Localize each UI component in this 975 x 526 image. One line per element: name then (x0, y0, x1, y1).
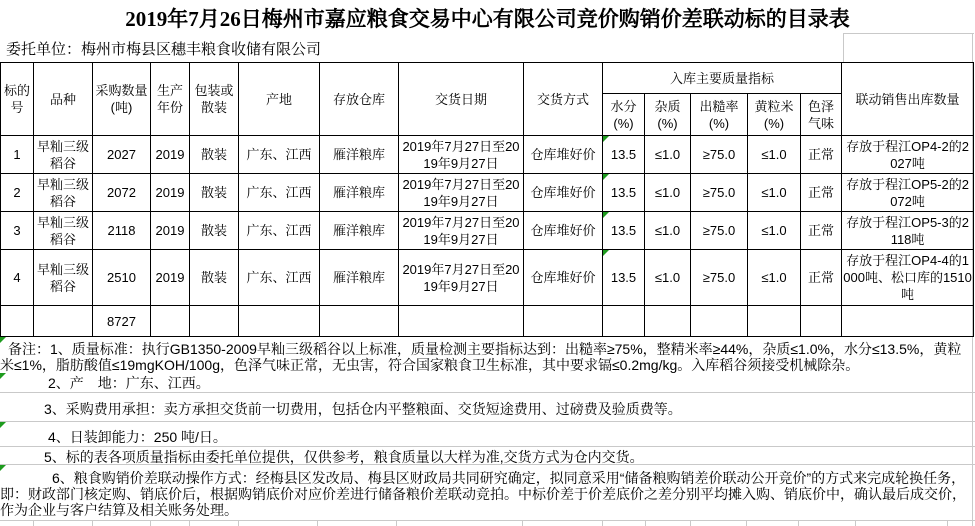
excel-error-marker-icon (603, 174, 609, 180)
excel-error-marker-icon (603, 136, 609, 142)
note-2 (0, 373, 975, 393)
gridline-tick (798, 521, 799, 526)
cell-year: 2019 (151, 136, 190, 174)
col-header-impurity: 杂质(%) (645, 94, 691, 136)
col-header-husked-rate: 出糙率(%) (691, 94, 748, 136)
cell-warehouse: 雁洋粮库 (320, 174, 399, 212)
cell-color-odor: 正常 (801, 250, 842, 306)
cell-packing: 散装 (190, 212, 239, 250)
cell-qty: 2118 (93, 212, 151, 250)
note-text: 4、日装卸能力：250 吨/日。 (48, 429, 227, 445)
cell-origin: 广东、江西 (239, 212, 320, 250)
cell-year: 2019 (151, 174, 190, 212)
cell-moisture (603, 174, 645, 212)
cell-impurity: ≤1.0 (645, 250, 691, 306)
cell-husked-rate: ≥75.0 (691, 136, 748, 174)
moisture-value: 13.5 (610, 270, 637, 285)
cell-delivery-date: 2019年7月27日至2019年9月27日 (399, 250, 524, 306)
cell-packing: 散装 (190, 250, 239, 306)
cell-variety: 早籼三级稻谷 (34, 136, 93, 174)
gridline-tick (317, 521, 318, 526)
cell-qty: 2072 (93, 174, 151, 212)
cell-year: 2019 (151, 212, 190, 250)
consignor-line: 委托单位：梅州市梅县区穗丰粮食收储有限公司 (6, 41, 322, 58)
moisture-value: 13.5 (610, 185, 637, 200)
note-3 (0, 393, 975, 422)
note-5 (0, 447, 975, 465)
gridline-tick (150, 521, 151, 526)
gridline-tick (602, 521, 603, 526)
note-1 (0, 337, 975, 373)
excel-error-marker-icon (0, 337, 6, 343)
cell-color-odor: 正常 (801, 212, 842, 250)
col-header-linked-sale-qty: 联动销售出库数量 (842, 63, 974, 136)
col-header-yellow-rice: 黄粒米(%) (748, 94, 801, 136)
cell-empty (190, 306, 239, 337)
col-header-color-odor: 色泽气味 (801, 94, 842, 136)
cell-empty (1, 306, 34, 337)
col-header-purchase-qty: 采购数量(吨) (93, 63, 151, 136)
note-6 (0, 465, 975, 521)
table-row (1, 174, 974, 212)
excel-error-marker-icon (603, 250, 609, 256)
cell-husked-rate: ≥75.0 (691, 174, 748, 212)
cell-empty (603, 306, 645, 337)
note-text: 3、采购费用承担：卖方承担交货前一切费用，包括仓内平整粮面、交货短途费用、过磅费及验质费等。 (44, 401, 682, 417)
cell-color-odor: 正常 (801, 174, 842, 212)
cell-bid-no: 3 (1, 212, 34, 250)
cell-qty: 2510 (93, 250, 151, 306)
excel-error-marker-icon (0, 422, 6, 428)
cell-linked-qty: 存放于程江OP4-2的2027吨 (842, 136, 974, 174)
cell-bid-no: 4 (1, 250, 34, 306)
cell-qty: 2027 (93, 136, 151, 174)
gridline-tick (947, 521, 948, 526)
cell-empty (320, 306, 399, 337)
moisture-value: 13.5 (610, 223, 637, 238)
col-group-quality-indicators: 入库主要质量指标 (603, 63, 842, 94)
cell-moisture (603, 250, 645, 306)
gridline (843, 33, 974, 34)
col-header-delivery-date: 交货日期 (399, 63, 524, 136)
gridline-tick (746, 521, 747, 526)
cell-variety: 早籼三级稻谷 (34, 250, 93, 306)
table-row (1, 212, 974, 250)
cell-husked-rate: ≥75.0 (691, 250, 748, 306)
cell-yellow-rice: ≤1.0 (748, 212, 801, 250)
gridline-tick (189, 521, 190, 526)
cell-origin: 广东、江西 (239, 136, 320, 174)
cell-yellow-rice: ≤1.0 (748, 174, 801, 212)
page-title: 2019年7月26日梅州市嘉应粮食交易中心有限公司竞价购销价差联动标的目录表 (125, 7, 850, 31)
gridline-tick (33, 521, 34, 526)
col-header-production-year: 生产年份 (151, 63, 190, 136)
cell-impurity: ≤1.0 (645, 174, 691, 212)
total-row (1, 306, 974, 337)
note-4 (0, 422, 975, 447)
cell-color-odor: 正常 (801, 136, 842, 174)
col-header-variety: 品种 (34, 63, 93, 136)
moisture-value: 13.5 (610, 147, 637, 162)
cell-empty (524, 306, 603, 337)
cell-warehouse: 雁洋粮库 (320, 250, 399, 306)
cell-empty (645, 306, 691, 337)
cell-warehouse: 雁洋粮库 (320, 136, 399, 174)
cell-empty (691, 306, 748, 337)
cell-delivery-method: 仓库堆好价 (524, 212, 603, 250)
cell-delivery-method: 仓库堆好价 (524, 136, 603, 174)
note-text: 2、产 地：广东、江西。 (48, 375, 210, 391)
note-text: 备注：1、质量标准：执行GB1350-2009早籼三级稻谷以上标准，质量检测主要指标达到：出糙率≥75%，整精米率≥44%，杂质≤1.0%，水分≤13.5%，黄粒米≤1%，脂肪酸值≤19mgKOH/100g，色泽气味正常，无虫害，符合国家粮食卫生标准，其中要求镉≤0.2mg/kg。入库稻谷须接受机械除杂。 (0, 341, 962, 373)
table-row (1, 250, 974, 306)
cell-impurity: ≤1.0 (645, 212, 691, 250)
cell-empty (239, 306, 320, 337)
gridline-tick (238, 521, 239, 526)
cell-moisture (603, 136, 645, 174)
col-header-moisture: 水分(%) (603, 94, 645, 136)
excel-error-marker-icon (603, 212, 609, 218)
cell-delivery-method: 仓库堆好价 (524, 174, 603, 212)
cell-delivery-date: 2019年7月27日至2019年9月27日 (399, 212, 524, 250)
gridline (843, 33, 844, 62)
note-text: 5、标的表各项质量指标由委托单位提供，仅供参考，粮食质量以大样为准,交货方式为仓内交货。 (44, 449, 644, 465)
excel-error-marker-icon (0, 465, 6, 471)
col-header-origin: 产地 (239, 63, 320, 136)
note-text: 6、粮食购销价差联动操作方式：经梅县区发改局、梅县区财政局共同研究确定，拟同意采用“储备粮购销差价联动公开竞价”的方式来完成轮换任务，即：财政部门核定购、销底价后，根据购销底价对应价差进行储备粮价差联动竞拍。中标价差于价差底价之差分别平均摊入购、销底价中，确认最后成交价，作为企业与客户结算及相关账务处理。 (0, 470, 966, 518)
cell-empty (801, 306, 842, 337)
bid-catalog-table (0, 62, 974, 337)
cell-origin: 广东、江西 (239, 250, 320, 306)
table-row (1, 136, 974, 174)
cell-empty (748, 306, 801, 337)
col-header-packing: 包装或散装 (190, 63, 239, 136)
gridline-tick (522, 521, 523, 526)
cell-variety: 早籼三级稻谷 (34, 212, 93, 250)
gridline-tick (690, 521, 691, 526)
cell-husked-rate: ≥75.0 (691, 212, 748, 250)
cell-linked-qty: 存放于程江OP5-3的2118吨 (842, 212, 974, 250)
cell-empty (399, 306, 524, 337)
col-header-bid-no: 标的号 (1, 63, 34, 136)
cell-delivery-method: 仓库堆好价 (524, 250, 603, 306)
cell-yellow-rice: ≤1.0 (748, 136, 801, 174)
cell-impurity: ≤1.0 (645, 136, 691, 174)
cell-variety: 早籼三级稻谷 (34, 174, 93, 212)
cell-bid-no: 1 (1, 136, 34, 174)
col-header-warehouse: 存放仓库 (320, 63, 399, 136)
gridline-tick (645, 521, 646, 526)
cell-origin: 广东、江西 (239, 174, 320, 212)
cell-packing: 散装 (190, 136, 239, 174)
cell-empty (34, 306, 93, 337)
notes-section (0, 337, 975, 521)
excel-error-marker-icon (0, 373, 6, 379)
gridline-tick (396, 521, 397, 526)
cell-empty (842, 306, 974, 337)
cell-empty (151, 306, 190, 337)
col-header-delivery-method: 交货方式 (524, 63, 603, 136)
cell-total-qty: 8727 (93, 306, 151, 337)
cell-moisture (603, 212, 645, 250)
cell-warehouse: 雁洋粮库 (320, 212, 399, 250)
cell-bid-no: 2 (1, 174, 34, 212)
cell-delivery-date: 2019年7月27日至2019年9月27日 (399, 136, 524, 174)
cell-linked-qty: 存放于程江OP5-2的2072吨 (842, 174, 974, 212)
cell-linked-qty: 存放于程江OP4-4的1000吨、松口库的1510吨 (842, 250, 974, 306)
cell-packing: 散装 (190, 174, 239, 212)
cell-year: 2019 (151, 250, 190, 306)
gridline-tick (855, 521, 856, 526)
cell-yellow-rice: ≤1.0 (748, 250, 801, 306)
cell-delivery-date: 2019年7月27日至2019年9月27日 (399, 174, 524, 212)
gridline-tick (92, 521, 93, 526)
